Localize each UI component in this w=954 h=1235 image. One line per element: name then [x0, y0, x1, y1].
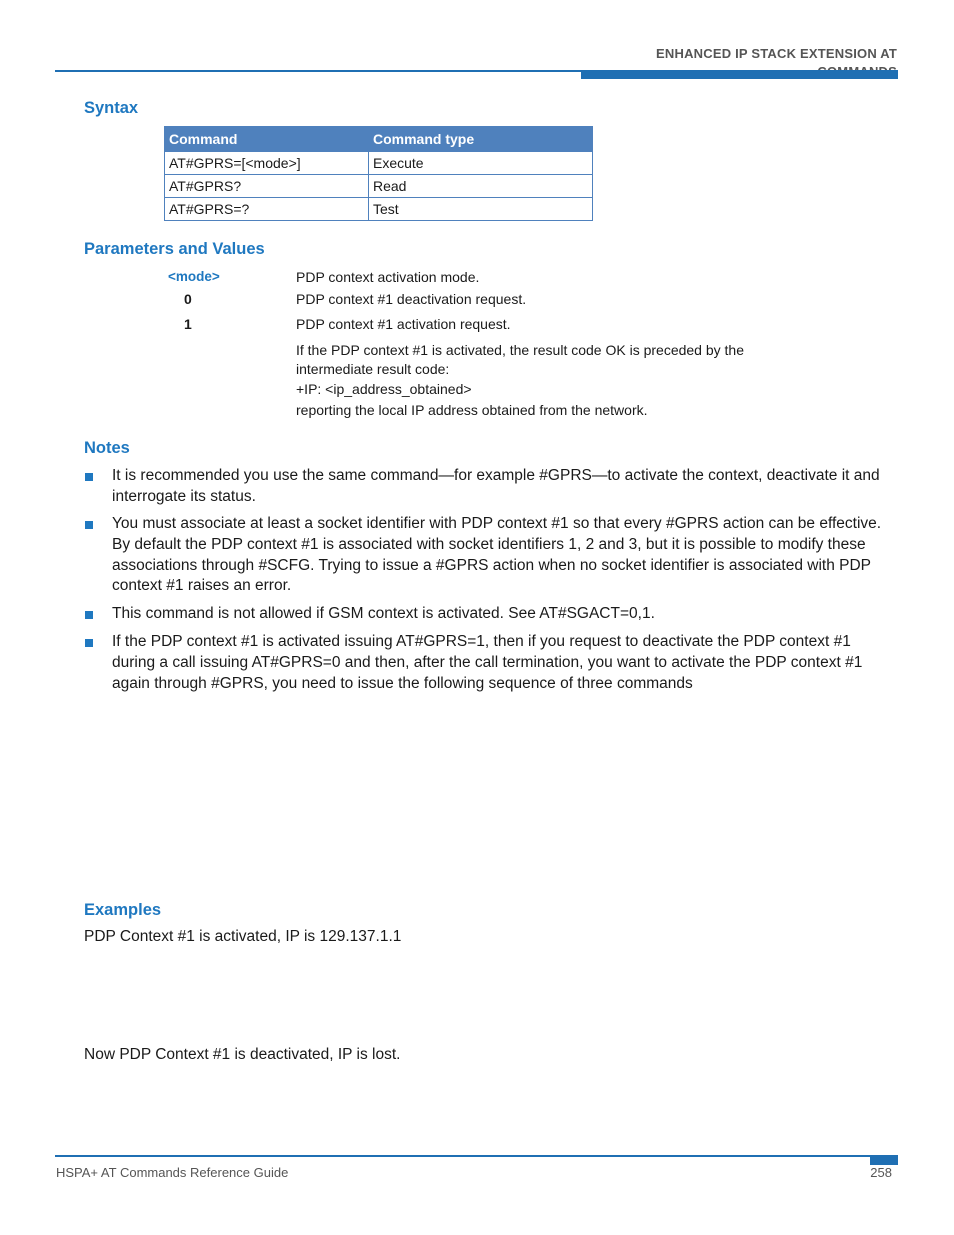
param-value-0-desc: PDP context #1 deactivation request. — [296, 291, 527, 307]
command-type-cell: Read — [369, 175, 593, 198]
example-text-2: Now PDP Context #1 is deactivated, IP is lost. — [84, 1046, 401, 1063]
table-row — [165, 152, 593, 175]
command-cell: AT#GPRS? — [165, 175, 369, 198]
header-title-line1: ENHANCED IP STACK EXTENSION AT — [656, 46, 897, 61]
param-value-0: 0 — [184, 291, 192, 307]
syntax-table — [164, 126, 593, 221]
param-extra-1: If the PDP context #1 is activated, the result code OK is preceded by the — [296, 342, 744, 358]
header-rule — [55, 70, 581, 72]
param-name-desc: PDP context activation mode. — [296, 269, 480, 285]
note-item-4: If the PDP context #1 is activated issuing AT#GPRS=1, then if you request to deactivate the PDP context #1 during a call issuing AT#GPRS=0 and then, after the call termination, you want to activate the PDP context #1 again through #GPRS, you need to issue the following sequence of three commands — [112, 633, 863, 692]
example-text-1: PDP Context #1 is activated, IP is 129.137.1.1 — [84, 928, 402, 945]
bullet-icon — [85, 521, 93, 529]
column-header-command-type: Command type — [369, 127, 593, 152]
footer-rule — [55, 1155, 898, 1157]
param-extra-4: reporting the local IP address obtained from the network. — [296, 402, 648, 418]
note-item-3: This command is not allowed if GSM context is activated. See AT#SGACT=0,1. — [112, 605, 655, 622]
examples-heading: Examples — [84, 901, 162, 919]
param-value-1: 1 — [184, 316, 192, 332]
bullet-icon — [85, 639, 93, 647]
footer-guide-title: HSPA+ AT Commands Reference Guide — [56, 1165, 289, 1180]
page-number: 258 — [870, 1165, 892, 1180]
bullet-icon — [85, 473, 93, 481]
command-cell: AT#GPRS=? — [165, 198, 369, 221]
param-extra-2: intermediate result code: — [296, 361, 450, 377]
header-section-title — [637, 45, 897, 65]
parameters-heading: Parameters and Values — [84, 240, 265, 258]
param-name: <mode> — [168, 269, 220, 284]
column-header-command: Command — [165, 127, 369, 152]
command-cell: AT#GPRS=[<mode>] — [165, 152, 369, 175]
header-accent-bar — [581, 70, 898, 79]
param-value-1-desc: PDP context #1 activation request. — [296, 316, 511, 332]
bullet-icon — [85, 611, 93, 619]
note-item-2: You must associate at least a socket identifier with PDP context #1 so that every #GPRS action can be effective. By default the PDP context #1 is associated with socket identifiers 1, 2 and 3, but it is possible to modify these associations through #SCFG. Trying to issue a #GPRS action when no socket identifier is associated with PDP context #1 raises an error. — [112, 515, 882, 595]
table-header-row — [165, 127, 593, 152]
command-type-cell: Execute — [369, 152, 593, 175]
notes-heading: Notes — [84, 439, 130, 457]
footer-accent-box — [870, 1155, 898, 1165]
table-row — [165, 198, 593, 221]
command-type-cell: Test — [369, 198, 593, 221]
table-row — [165, 175, 593, 198]
syntax-heading: Syntax — [84, 99, 139, 117]
param-extra-3: +IP: <ip_address_obtained> — [296, 381, 472, 397]
note-item-1: It is recommended you use the same command—for example #GPRS—to activate the context, deactivate it and interrogate its status. — [112, 467, 880, 505]
